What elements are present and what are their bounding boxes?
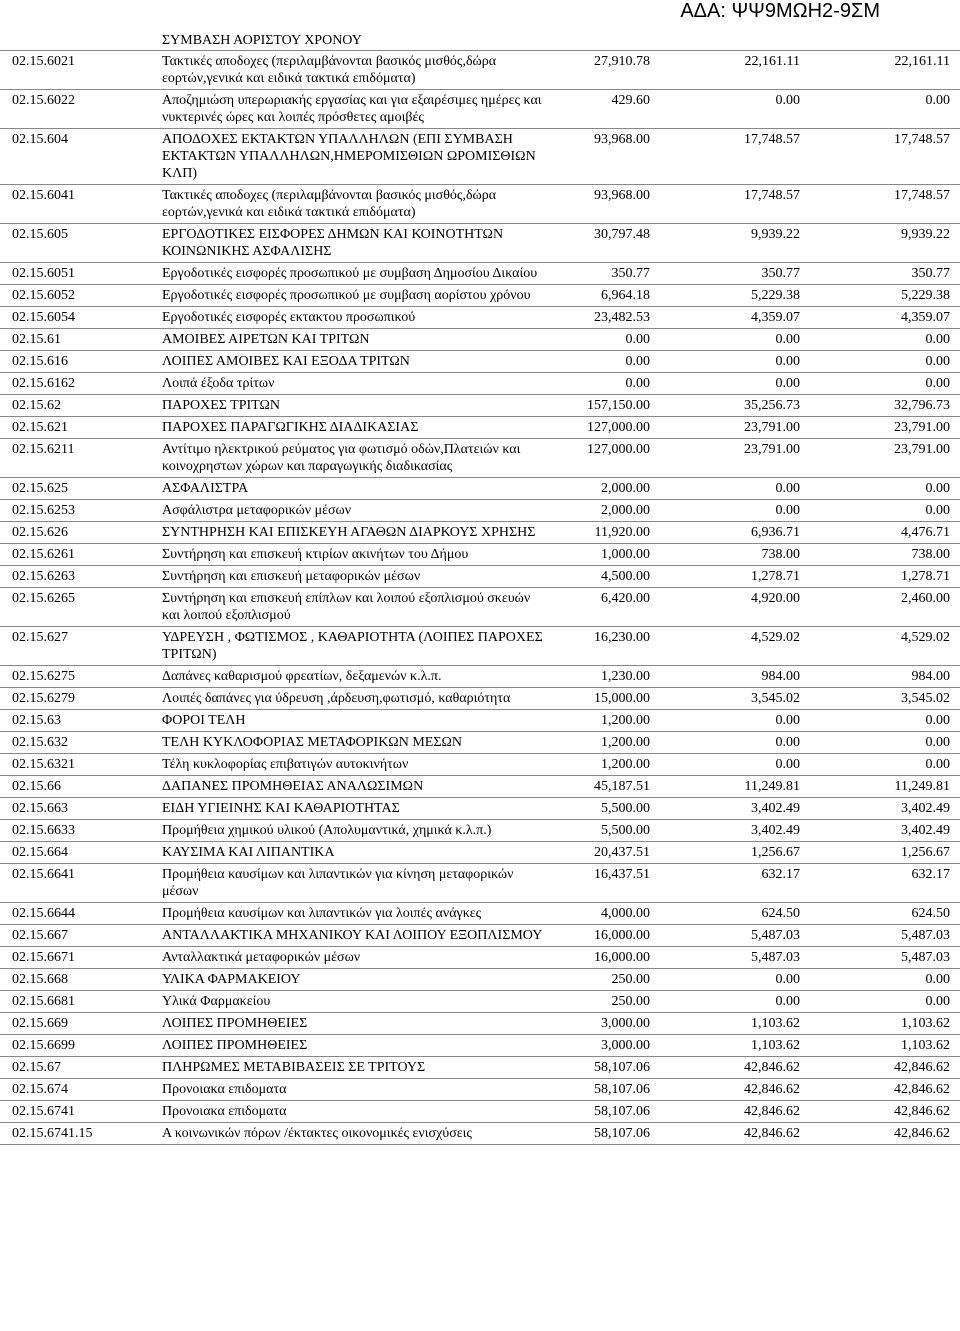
paid-amount: 984.00: [810, 666, 960, 688]
table-row: [0, 500, 960, 522]
paid-amount: 0.00: [810, 710, 960, 732]
account-description: ΣΥΝΤΗΡΗΣΗ ΚΑΙ ΕΠΙΣΚΕΥΗ ΑΓΑΘΩΝ ΔΙΑΡΚΟΥΣ ΧΡΗΣΗΣ: [162, 522, 557, 544]
account-code: 02.15.6279: [0, 688, 162, 710]
committed-amount: 5,487.03: [660, 925, 810, 947]
account-description: Συντήρηση και επισκευή επίπλων και λοιπού εξοπλισμού σκευών και λοιπού εξοπλισμού: [162, 588, 557, 627]
paid-amount: 11,249.81: [810, 776, 960, 798]
account-code: 02.15.6263: [0, 566, 162, 588]
account-description: Τακτικές αποδοχες (περιλαμβάνονται βασικός μισθός,δώρα εορτών,γενικά και ειδικά τακτικά επιδόματα): [162, 185, 557, 224]
table-row: [0, 51, 960, 90]
account-code: 02.15.605: [0, 224, 162, 263]
account-description: Υλικά Φαρμακείου: [162, 991, 557, 1013]
table-row: [0, 754, 960, 776]
account-code: 02.15.62: [0, 395, 162, 417]
table-row: [0, 627, 960, 666]
paid-amount: 0.00: [810, 351, 960, 373]
paid-amount: 42,846.62: [810, 1079, 960, 1101]
table-row: [0, 776, 960, 798]
committed-amount: 23,791.00: [660, 439, 810, 478]
table-row: [0, 1123, 960, 1145]
table-row: [0, 820, 960, 842]
budget-table: [0, 50, 960, 1145]
budgeted-amount: 1,000.00: [557, 544, 660, 566]
table-row: [0, 732, 960, 754]
budgeted-amount: 6,964.18: [557, 285, 660, 307]
table-row: [0, 185, 960, 224]
budgeted-amount: 4,000.00: [557, 903, 660, 925]
account-description: Προνοιακα επιδοματα: [162, 1079, 557, 1101]
committed-amount: 0.00: [660, 478, 810, 500]
account-code: 02.15.6052: [0, 285, 162, 307]
account-description: ΑΠΟΔΟΧΕΣ ΕΚΤΑΚΤΩΝ ΥΠΑΛΛΗΛΩΝ (ΕΠΙ ΣΥΜΒΑΣΗ ΕΚΤΑΚΤΩΝ ΥΠΑΛΛΗΛΩΝ,ΗΜΕΡΟΜΙΣΘΙΩΝ ΩΡΟΜΙΣΘΙΩΝ ΚΛΠ): [162, 129, 557, 185]
account-code: 02.15.616: [0, 351, 162, 373]
table-row: [0, 842, 960, 864]
budgeted-amount: 16,437.51: [557, 864, 660, 903]
paid-amount: 0.00: [810, 969, 960, 991]
committed-amount: 0.00: [660, 991, 810, 1013]
table-row: [0, 373, 960, 395]
committed-amount: 624.50: [660, 903, 810, 925]
budgeted-amount: 30,797.48: [557, 224, 660, 263]
paid-amount: 42,846.62: [810, 1057, 960, 1079]
committed-amount: 3,402.49: [660, 820, 810, 842]
budgeted-amount: 16,230.00: [557, 627, 660, 666]
account-code: 02.15.6211: [0, 439, 162, 478]
account-code: 02.15.6022: [0, 90, 162, 129]
account-description: ΑΜΟΙΒΕΣ ΑΙΡΕΤΩΝ ΚΑΙ ΤΡΙΤΩΝ: [162, 329, 557, 351]
committed-amount: 5,487.03: [660, 947, 810, 969]
budgeted-amount: 1,200.00: [557, 732, 660, 754]
account-code: 02.15.6671: [0, 947, 162, 969]
table-row: [0, 1057, 960, 1079]
committed-amount: 35,256.73: [660, 395, 810, 417]
account-code: 02.15.6741.15: [0, 1123, 162, 1145]
account-code: 02.15.67: [0, 1057, 162, 1079]
committed-amount: 0.00: [660, 329, 810, 351]
account-code: 02.15.663: [0, 798, 162, 820]
table-row: [0, 588, 960, 627]
paid-amount: 0.00: [810, 90, 960, 129]
account-code: 02.15.667: [0, 925, 162, 947]
budgeted-amount: 429.60: [557, 90, 660, 129]
budgeted-amount: 250.00: [557, 991, 660, 1013]
table-row: [0, 329, 960, 351]
account-description: Συντήρηση και επισκευή μεταφορικών μέσων: [162, 566, 557, 588]
committed-amount: 11,249.81: [660, 776, 810, 798]
account-description: ΛΟΙΠΕΣ ΠΡΟΜΗΘΕΙΕΣ: [162, 1013, 557, 1035]
account-code: 02.15.63: [0, 710, 162, 732]
account-description: Αποζημιώση υπερωριακής εργασίας και για εξαιρέσιμες ημέρες και νυκτερινές ώρες και λοιπές πρόσθετες αμοιβές: [162, 90, 557, 129]
committed-amount: 42,846.62: [660, 1057, 810, 1079]
table-row: [0, 285, 960, 307]
table-row: [0, 478, 960, 500]
account-description: Τακτικές αποδοχες (περιλαμβάνονται βασικός μισθός,δώρα εορτών,γενικά και ειδικά τακτικά επιδόματα): [162, 51, 557, 90]
table-row: [0, 1035, 960, 1057]
committed-amount: 0.00: [660, 373, 810, 395]
table-row: [0, 710, 960, 732]
paid-amount: 3,545.02: [810, 688, 960, 710]
committed-amount: 1,256.67: [660, 842, 810, 864]
account-description: Προμήθεια χημικού υλικού (Απολυμαντικά, χημικά κ.λ.π.): [162, 820, 557, 842]
paid-amount: 23,791.00: [810, 439, 960, 478]
budgeted-amount: 93,968.00: [557, 185, 660, 224]
committed-amount: 738.00: [660, 544, 810, 566]
account-description: ΕΙΔΗ ΥΓΙΕΙΝΗΣ ΚΑΙ ΚΑΘΑΡΙΟΤΗΤΑΣ: [162, 798, 557, 820]
account-description: ΛΟΙΠΕΣ ΠΡΟΜΗΘΕΙΕΣ: [162, 1035, 557, 1057]
budgeted-amount: 3,000.00: [557, 1013, 660, 1035]
committed-amount: 17,748.57: [660, 185, 810, 224]
continued-description: ΣΥΜΒΑΣΗ ΑΟΡΙΣΤΟΥ ΧΡΟΝΟΥ: [162, 33, 362, 48]
budgeted-amount: 58,107.06: [557, 1101, 660, 1123]
committed-amount: 3,545.02: [660, 688, 810, 710]
budgeted-amount: 23,482.53: [557, 307, 660, 329]
account-description: Δαπάνες καθαρισμού φρεατίων, δεξαμενών κ.λ.π.: [162, 666, 557, 688]
committed-amount: 0.00: [660, 351, 810, 373]
committed-amount: 0.00: [660, 710, 810, 732]
account-description: Προμήθεια καυσίμων και λιπαντικών για λοιπές ανάγκες: [162, 903, 557, 925]
account-description: Λοιπά έξοδα τρίτων: [162, 373, 557, 395]
account-code: 02.15.6321: [0, 754, 162, 776]
account-description: ΥΛΙΚΑ ΦΑΡΜΑΚΕΙΟΥ: [162, 969, 557, 991]
paid-amount: 0.00: [810, 500, 960, 522]
paid-amount: 4,359.07: [810, 307, 960, 329]
committed-amount: 9,939.22: [660, 224, 810, 263]
committed-amount: 5,229.38: [660, 285, 810, 307]
table-row: [0, 903, 960, 925]
account-description: Εργοδοτικές εισφορές εκτακτου προσωπικού: [162, 307, 557, 329]
table-row: [0, 1079, 960, 1101]
committed-amount: 1,103.62: [660, 1035, 810, 1057]
table-row: [0, 439, 960, 478]
account-description: ΤΕΛΗ ΚΥΚΛΟΦΟΡΙΑΣ ΜΕΤΑΦΟΡΙΚΩΝ ΜΕΣΩΝ: [162, 732, 557, 754]
paid-amount: 2,460.00: [810, 588, 960, 627]
account-code: 02.15.674: [0, 1079, 162, 1101]
account-code: 02.15.61: [0, 329, 162, 351]
account-code: 02.15.668: [0, 969, 162, 991]
committed-amount: 22,161.11: [660, 51, 810, 90]
paid-amount: 624.50: [810, 903, 960, 925]
paid-amount: 350.77: [810, 263, 960, 285]
committed-amount: 6,936.71: [660, 522, 810, 544]
account-description: Αντίτιμο ηλεκτρικού ρεύματος για φωτισμό οδών,Πλατειών και κοινοχρηστων χώρων και παραγωγικής διαδικασίας: [162, 439, 557, 478]
account-code: 02.15.627: [0, 627, 162, 666]
budgeted-amount: 0.00: [557, 373, 660, 395]
paid-amount: 17,748.57: [810, 129, 960, 185]
committed-amount: 0.00: [660, 500, 810, 522]
budgeted-amount: 58,107.06: [557, 1057, 660, 1079]
budgeted-amount: 20,437.51: [557, 842, 660, 864]
account-code: 02.15.6644: [0, 903, 162, 925]
account-description: ΠΛΗΡΩΜΕΣ ΜΕΤΑΒΙΒΑΣΕΙΣ ΣΕ ΤΡΙΤΟΥΣ: [162, 1057, 557, 1079]
committed-amount: 0.00: [660, 969, 810, 991]
account-code: 02.15.664: [0, 842, 162, 864]
budgeted-amount: 4,500.00: [557, 566, 660, 588]
account-description: ΑΝΤΑΛΛΑΚΤΙΚΑ ΜΗΧΑΝΙΚΟΥ ΚΑΙ ΛΟΙΠΟΥ ΕΞΟΠΛΙΣΜΟΥ: [162, 925, 557, 947]
paid-amount: 0.00: [810, 373, 960, 395]
account-code: 02.15.669: [0, 1013, 162, 1035]
table-row: [0, 947, 960, 969]
account-description: Τέλη κυκλοφορίας επιβατιγών αυτοκινήτων: [162, 754, 557, 776]
account-description: ΚΑΥΣΙΜΑ ΚΑΙ ΛΙΠΑΝΤΙΚΑ: [162, 842, 557, 864]
ada-code: ΑΔΑ: ΨΨ9ΜΩΗ2-9ΣΜ: [680, 0, 880, 22]
account-description: Προμήθεια καυσίμων και λιπαντικών για κίνηση μεταφορικών μέσων: [162, 864, 557, 903]
paid-amount: 5,229.38: [810, 285, 960, 307]
table-row: [0, 263, 960, 285]
paid-amount: 3,402.49: [810, 798, 960, 820]
table-row: [0, 90, 960, 129]
paid-amount: 3,402.49: [810, 820, 960, 842]
paid-amount: 9,939.22: [810, 224, 960, 263]
account-description: ΔΑΠΑΝΕΣ ΠΡΟΜΗΘΕΙΑΣ ΑΝΑΛΩΣΙΜΩΝ: [162, 776, 557, 798]
account-description: Ασφάλιστρα μεταφορικών μέσων: [162, 500, 557, 522]
account-description: Εργοδοτικές εισφορές προσωπικού με συμβαση αορίστου χρόνου: [162, 285, 557, 307]
paid-amount: 1,103.62: [810, 1013, 960, 1035]
table-row: [0, 224, 960, 263]
paid-amount: 0.00: [810, 991, 960, 1013]
budgeted-amount: 157,150.00: [557, 395, 660, 417]
budgeted-amount: 5,500.00: [557, 820, 660, 842]
account-code: 02.15.6275: [0, 666, 162, 688]
committed-amount: 4,920.00: [660, 588, 810, 627]
paid-amount: 17,748.57: [810, 185, 960, 224]
paid-amount: 4,529.02: [810, 627, 960, 666]
committed-amount: 23,791.00: [660, 417, 810, 439]
account-code: 02.15.6641: [0, 864, 162, 903]
table-row: [0, 351, 960, 373]
table-row: [0, 522, 960, 544]
budgeted-amount: 27,910.78: [557, 51, 660, 90]
account-code: 02.15.6051: [0, 263, 162, 285]
committed-amount: 3,402.49: [660, 798, 810, 820]
account-code: 02.15.604: [0, 129, 162, 185]
table-row: [0, 1101, 960, 1123]
paid-amount: 23,791.00: [810, 417, 960, 439]
table-row: [0, 417, 960, 439]
budget-rows: [0, 51, 960, 1145]
paid-amount: 1,256.67: [810, 842, 960, 864]
account-description: Ανταλλακτικά μεταφορικών μέσων: [162, 947, 557, 969]
account-code: 02.15.6681: [0, 991, 162, 1013]
budgeted-amount: 1,200.00: [557, 754, 660, 776]
account-description: ΠΑΡΟΧΕΣ ΠΑΡΑΓΩΓΙΚΗΣ ΔΙΑΔΙΚΑΣΙΑΣ: [162, 417, 557, 439]
committed-amount: 0.00: [660, 90, 810, 129]
budgeted-amount: 1,200.00: [557, 710, 660, 732]
account-code: 02.15.626: [0, 522, 162, 544]
paid-amount: 32,796.73: [810, 395, 960, 417]
table-row: [0, 925, 960, 947]
account-code: 02.15.6054: [0, 307, 162, 329]
budgeted-amount: 2,000.00: [557, 478, 660, 500]
paid-amount: 1,103.62: [810, 1035, 960, 1057]
table-row: [0, 969, 960, 991]
committed-amount: 1,103.62: [660, 1013, 810, 1035]
table-row: [0, 798, 960, 820]
account-description: ΛΟΙΠΕΣ ΑΜΟΙΒΕΣ ΚΑΙ ΕΞΟΔΑ ΤΡΙΤΩΝ: [162, 351, 557, 373]
budgeted-amount: 11,920.00: [557, 522, 660, 544]
budgeted-amount: 250.00: [557, 969, 660, 991]
budgeted-amount: 0.00: [557, 351, 660, 373]
account-code: 02.15.6633: [0, 820, 162, 842]
account-description: ΠΑΡΟΧΕΣ ΤΡΙΤΩΝ: [162, 395, 557, 417]
committed-amount: 17,748.57: [660, 129, 810, 185]
committed-amount: 42,846.62: [660, 1079, 810, 1101]
account-description: ΥΔΡΕΥΣΗ , ΦΩΤΙΣΜΟΣ , ΚΑΘΑΡΙΟΤΗΤΑ (ΛΟΙΠΕΣ ΠΑΡΟΧΕΣ ΤΡΙΤΩΝ): [162, 627, 557, 666]
committed-amount: 1,278.71: [660, 566, 810, 588]
paid-amount: 0.00: [810, 754, 960, 776]
committed-amount: 4,529.02: [660, 627, 810, 666]
account-code: 02.15.632: [0, 732, 162, 754]
paid-amount: 4,476.71: [810, 522, 960, 544]
budgeted-amount: 350.77: [557, 263, 660, 285]
table-row: [0, 129, 960, 185]
paid-amount: 0.00: [810, 478, 960, 500]
committed-amount: 4,359.07: [660, 307, 810, 329]
budgeted-amount: 1,230.00: [557, 666, 660, 688]
budgeted-amount: 5,500.00: [557, 798, 660, 820]
paid-amount: 0.00: [810, 329, 960, 351]
paid-amount: 42,846.62: [810, 1101, 960, 1123]
budgeted-amount: 0.00: [557, 329, 660, 351]
paid-amount: 42,846.62: [810, 1123, 960, 1145]
account-code: 02.15.625: [0, 478, 162, 500]
account-code: 02.15.6261: [0, 544, 162, 566]
table-row: [0, 991, 960, 1013]
table-row: [0, 864, 960, 903]
account-code: 02.15.6253: [0, 500, 162, 522]
table-row: [0, 666, 960, 688]
budgeted-amount: 58,107.06: [557, 1123, 660, 1145]
committed-amount: 0.00: [660, 732, 810, 754]
account-code: 02.15.6741: [0, 1101, 162, 1123]
budgeted-amount: 127,000.00: [557, 439, 660, 478]
table-row: [0, 395, 960, 417]
account-description: Προνοιακα επιδοματα: [162, 1101, 557, 1123]
account-code: 02.15.6265: [0, 588, 162, 627]
account-code: 02.15.6162: [0, 373, 162, 395]
paid-amount: 22,161.11: [810, 51, 960, 90]
committed-amount: 350.77: [660, 263, 810, 285]
budgeted-amount: 58,107.06: [557, 1079, 660, 1101]
committed-amount: 42,846.62: [660, 1123, 810, 1145]
account-code: 02.15.621: [0, 417, 162, 439]
paid-amount: 1,278.71: [810, 566, 960, 588]
committed-amount: 0.00: [660, 754, 810, 776]
paid-amount: 738.00: [810, 544, 960, 566]
account-description: Α κοινωνικών πόρων /έκτακτες οικονομικές ενισχύσεις: [162, 1123, 557, 1145]
account-description: ΕΡΓΟΔΟΤΙΚΕΣ ΕΙΣΦΟΡΕΣ ΔΗΜΩΝ ΚΑΙ ΚΟΙΝΟΤΗΤΩΝ ΚΟΙΝΩΝΙΚΗΣ ΑΣΦΑΛΙΣΗΣ: [162, 224, 557, 263]
committed-amount: 984.00: [660, 666, 810, 688]
budgeted-amount: 6,420.00: [557, 588, 660, 627]
budgeted-amount: 127,000.00: [557, 417, 660, 439]
table-row: [0, 544, 960, 566]
account-code: 02.15.66: [0, 776, 162, 798]
account-description: ΑΣΦΑΛΙΣΤΡΑ: [162, 478, 557, 500]
budgeted-amount: 16,000.00: [557, 947, 660, 969]
table-row: [0, 688, 960, 710]
committed-amount: 632.17: [660, 864, 810, 903]
table-row: [0, 1013, 960, 1035]
budgeted-amount: 93,968.00: [557, 129, 660, 185]
paid-amount: 0.00: [810, 732, 960, 754]
paid-amount: 5,487.03: [810, 925, 960, 947]
account-code: 02.15.6021: [0, 51, 162, 90]
paid-amount: 632.17: [810, 864, 960, 903]
table-row: [0, 566, 960, 588]
account-description: Συντήρηση και επισκευή κτιρίων ακινήτων του Δήμου: [162, 544, 557, 566]
paid-amount: 5,487.03: [810, 947, 960, 969]
account-description: ΦΟΡΟΙ ΤΕΛΗ: [162, 710, 557, 732]
budgeted-amount: 16,000.00: [557, 925, 660, 947]
committed-amount: 42,846.62: [660, 1101, 810, 1123]
table-row: [0, 307, 960, 329]
budgeted-amount: 15,000.00: [557, 688, 660, 710]
account-description: Λοιπές δαπάνες για ύδρευση ,άρδευση,φωτισμό, καθαριότητα: [162, 688, 557, 710]
account-code: 02.15.6041: [0, 185, 162, 224]
account-description: Εργοδοτικές εισφορές προσωπικού με συμβαση Δημοσίου Δικαίου: [162, 263, 557, 285]
budgeted-amount: 3,000.00: [557, 1035, 660, 1057]
budgeted-amount: 2,000.00: [557, 500, 660, 522]
budgeted-amount: 45,187.51: [557, 776, 660, 798]
account-code: 02.15.6699: [0, 1035, 162, 1057]
